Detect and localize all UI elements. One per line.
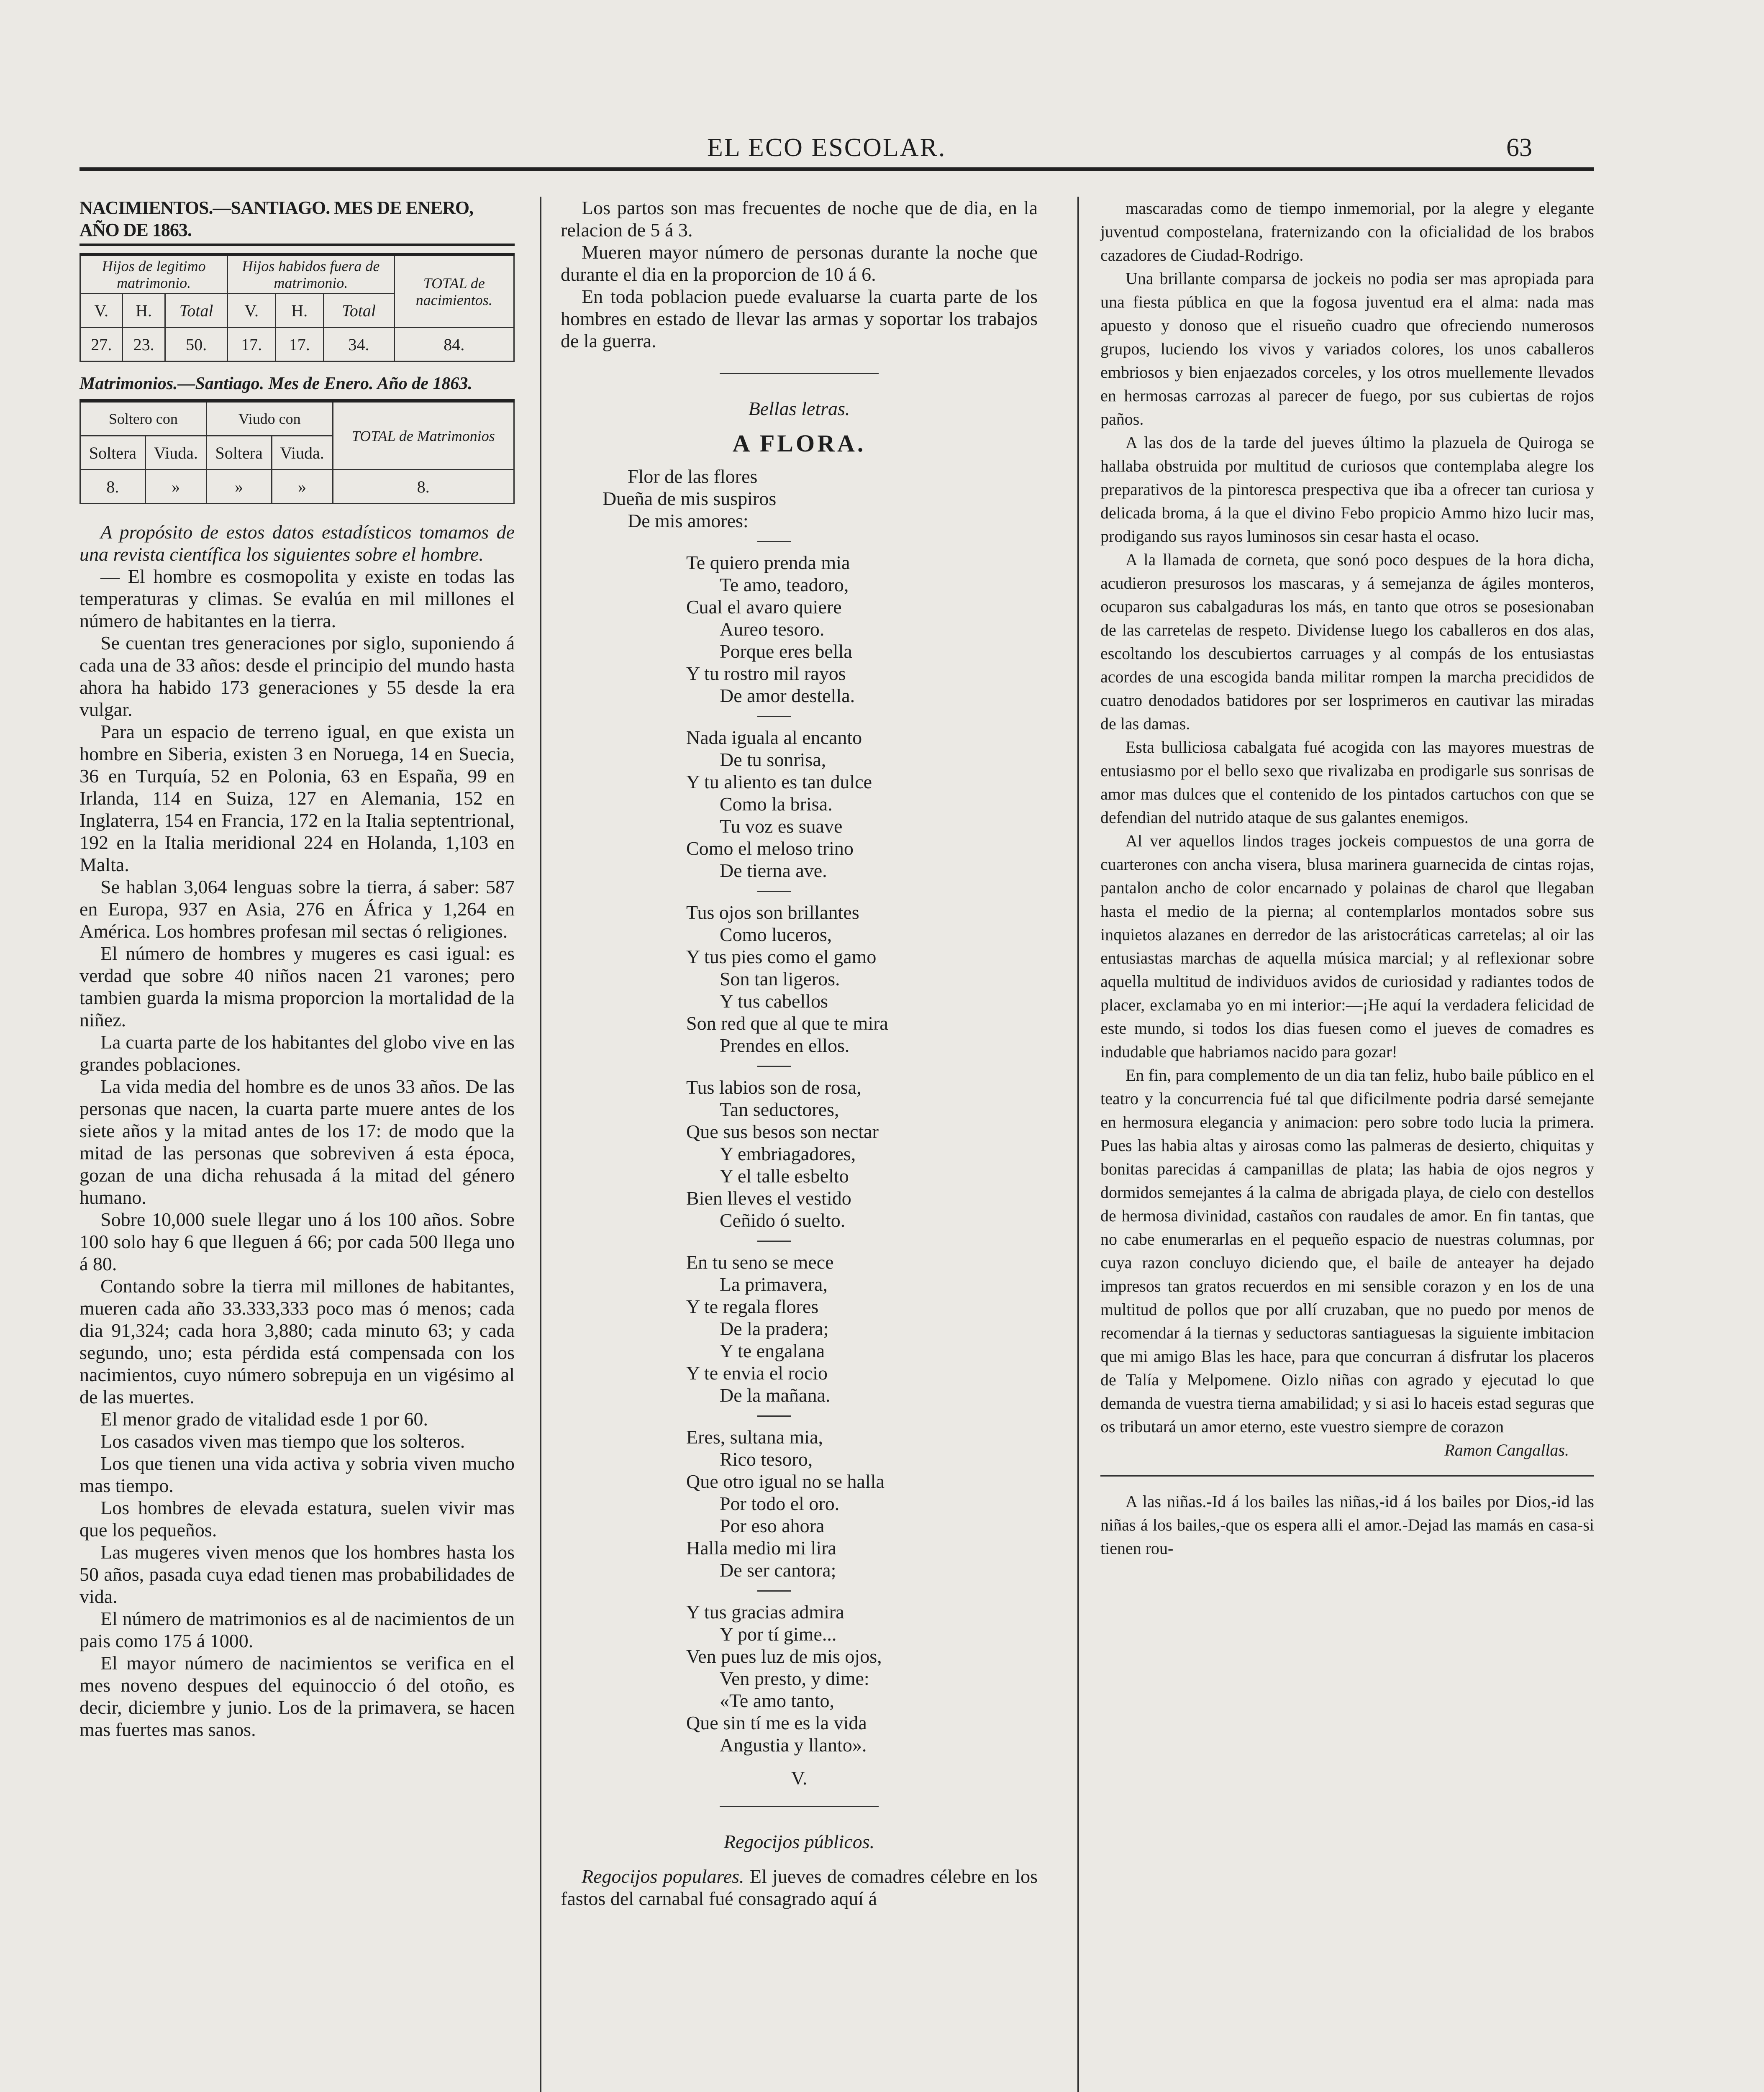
final-paragraph: A las niñas.-Id á los bailes las niñas,-id á los bailes por Dios,-id las niñas á los bailes,-que os espera alli el amor.-Dejad las mamás en casa-si tienen rou-: [1100, 1492, 1594, 1558]
chronicle-paragraph-7: En fin, para complemento de un dia tan feliz, hubo baile público en el teatro y la concurrencia fué tal que dificilmente podria darsé semejante en hermosura elegancia y animacion: pero sobre todo lucia la primera. Pues las habia altas y airosas como las palmeras de desierto, chiquitas y bonitas parecidas á campanillas de plata; las habia de ojos negros y dormidos semejantes á la calma de abrigada playa, de cielo con destellos de hermosa divinidad, castaños con raudales de amor. En fin tantas, que no cabe enumerarlas en el pequeño espacio de nuestras columnas, por cuya razon concluyo diciendo que, el baile de anteayer ha dejado impresos tan gratos recuerdos en mi sensible corazon y en los de una multitud de pollos que por allí cruzaban, que no puedo por menos de recomendar á la tiernas y seductoras santiaguesas la siguiente imbitacion que mi amigo Blas les hace, para que concurran á disfrutar los placeros de Talía y Melpomene. Oizlo niñas con agrado y ejecutad lo que demanda de vuestra tierna amabilidad; y si asi lo haceis estad seguras que os tributará un amor eterno, este vuestro siempre de corazon: [1100, 1066, 1594, 1436]
poem-verse: Y embriagadores,: [720, 1143, 856, 1164]
stanza-separator: [757, 1590, 791, 1592]
poem-verse: Tus labios son de rosa,: [686, 1077, 861, 1098]
poem-verse: Eres, sultana mia,: [686, 1426, 823, 1448]
poem-verse: Tus ojos son brillantes: [686, 902, 859, 923]
page-number: 63: [1506, 133, 1532, 162]
poem-verse: Que sin tí me es la vida: [686, 1712, 867, 1733]
marriages-group-single: Soltero con: [80, 401, 207, 436]
births-val-7: 84.: [394, 328, 514, 361]
marriages-table-title: Matrimonios.—Santiago. Mes de Enero. Año de 1863.: [79, 374, 472, 393]
marriages-val-5: 8.: [333, 470, 514, 504]
statistics-paragraphs: [79, 565, 515, 1741]
stanza-separator: [757, 1415, 791, 1417]
poem-verse: De mis amores:: [628, 510, 749, 531]
chronicle-paragraph-2: Una brillante comparsa de jockeis no podia ser mas apropiada para una fiesta pública en que la fogosa juventud era el alma: nada mas apuesto y donoso que el risueño cuadro que ofreciendo numerosos grupos, luciendo los vivos y variados colores, los unos caballeros embriosos y bien enjaezados corceles, y los otros muellemente llevados en hermosas carrozas al parecer de fuego, por sus cubiertas de rojos paños.: [1100, 269, 1594, 428]
intro-paragraphs: [561, 197, 1038, 352]
poem-verse: De la pradera;: [720, 1318, 829, 1339]
chronicle-paragraph-4: A la llamada de corneta, que sonó poco despues de la hora dicha, acudieron presurosos los mascaras, y á semejanza de ágiles monteros, ocuparon sus cabalgaduras los más, en tanto que otros se posesionaban de las carretelas de respeto. Dividense luego los caballeros en dos alas, escoltando los descubiertos carruages y al compás de los entusiastas acordes de una escogida banda militar rompen la marcha precididos de cuatro denodados batidores por ser losprimeros en cautivar las miradas de las damas.: [1100, 550, 1594, 733]
marriages-sub-2: Viuda.: [145, 436, 206, 470]
poem-verse: Por todo el oro.: [720, 1493, 840, 1514]
poem-verse: De amor destella.: [720, 685, 855, 706]
poem-verse: Ven pues luz de mis ojos,: [686, 1646, 882, 1667]
poem-verse: Prendes en ellos.: [720, 1035, 850, 1056]
section-rule: [720, 373, 879, 374]
poem-verse: Bien lleves el vestido: [686, 1187, 851, 1209]
statistics-paragraph-13: Los hombres de elevada estatura, suelen vivir mas que los pequeños.: [79, 1497, 515, 1541]
poem-verse: Como la brisa.: [720, 793, 833, 815]
poem-stanza-8: [561, 1601, 1038, 1756]
stanza-separator: [757, 541, 791, 542]
poem-verse: Que sus besos son nectar: [686, 1121, 879, 1142]
section-title-regocijos: Regocijos públicos.: [723, 1831, 875, 1852]
poem-verse: De ser cantora;: [720, 1559, 836, 1581]
column-divider-1: [540, 197, 541, 2092]
poem-verse: Ven presto, y dime:: [720, 1668, 869, 1689]
statistics-paragraph-2: Se cuentan tres generaciones por siglo, suponiendo á cada una de 33 años: desde el principio del mundo hasta ahora ha habido 173 generaciones y 55 desde la era vulgar.: [79, 632, 515, 720]
statistics-paragraph-10: El menor grado de vitalidad esde 1 por 60.: [100, 1408, 428, 1430]
statistics-paragraph-14: Las mugeres viven menos que los hombres hasta los 50 años, pasada cuya edad tienen mas probabilidades de vida.: [79, 1541, 515, 1607]
poem-verse: Y tus gracias admira: [686, 1601, 844, 1623]
section-rule-2: [720, 1806, 879, 1807]
poem-stanza-2: [561, 551, 1038, 707]
regocijos-paragraph: [561, 1865, 1038, 1910]
stanza-separator: [757, 716, 791, 717]
poem-verse: Te amo, teadoro,: [720, 574, 849, 595]
chronicle-paragraph-1: mascaradas como de tiempo inmemorial, por la alegre y elegante juventud compostelana, fraternizando con la oficialidad de los brabos cazadores de Ciudad-Rodrigo.: [1100, 199, 1594, 264]
births-sub-total1: Total: [165, 294, 228, 328]
births-table-title: NACIMIENTOS.—SANTIAGO. MES DE ENERO, AÑO DE 1863.: [79, 197, 515, 246]
intro-paragraph-3: En toda poblacion puede evaluarse la cuarta parte de los hombres en estado de llevar las armas y soportar los trabajos de la guerra.: [561, 286, 1038, 351]
births-sub-v2: V.: [228, 294, 276, 328]
poem-verse: Flor de las flores: [628, 466, 758, 487]
births-group-total: TOTAL de nacimientos.: [394, 254, 514, 328]
regocijos-text: El jueves de comadres célebre en los fastos del carnabal fué consagrado aquí á: [561, 1866, 1038, 1909]
poem-verse: Son tan ligeros.: [720, 968, 840, 990]
chronicle-paragraph-5: Esta bulliciosa cabalgata fué acogida con las mayores muestras de entusiasmo por el bello sexo que rivalizaba en prodigarle sus sonrisas de amor mas dulces que el contenido de los pintados cartuchos con que se defendian del nutrido ataque de sus galantes enemigos.: [1100, 738, 1594, 827]
poem-stanza-7: [561, 1426, 1038, 1581]
poem-stanza-1: [561, 465, 1038, 532]
poem-verse: La primavera,: [720, 1274, 828, 1295]
chronicle-signature: [1100, 1438, 1594, 1462]
births-sub-total2: Total: [323, 294, 394, 328]
regocijos-lead: Regocijos populares.: [582, 1866, 744, 1887]
poem-stanza-6: [561, 1251, 1038, 1406]
chronicle-paragraph-3: A las dos de la tarde del jueves último la plazuela de Quiroga se hallaba obstruida por multitud de curiosos que contemplaba alegre los preparativos de la pintoresca prespectiva que iba a ofrecer tan curiosa y delicada broma, á la que el divino Febo propicio Ammo hizo lucir mas, prodigando sus rayos luminosos sin cesar hasta el ocaso.: [1100, 433, 1594, 546]
poem-stanza-4: [561, 901, 1038, 1056]
births-val-2: 23.: [123, 328, 165, 361]
poem-verse: Y el talle esbelto: [720, 1165, 849, 1187]
births-sub-h2: H.: [275, 294, 323, 328]
births-val-3: 50.: [165, 328, 228, 361]
births-group-illegit: Hijos habidos fuera de matrimonio.: [228, 254, 394, 294]
newspaper-title: EL ECO ESCOLAR.: [707, 133, 946, 162]
poem-verse: Tu voz es suave: [720, 815, 843, 837]
births-table: [79, 253, 515, 362]
poem-verse: De la mañana.: [720, 1384, 831, 1406]
poem-verse: Rico tesoro,: [720, 1449, 813, 1470]
births-group-legit: Hijos de legitimo matrimonio.: [80, 254, 228, 294]
statistics-paragraph-15: El número de matrimonios es al de nacimientos de un pais como 175 á 1000.: [79, 1608, 515, 1651]
poem-verse: Angustia y llanto».: [720, 1734, 867, 1756]
statistics-paragraph-5: El número de hombres y mugeres es casi igual: es verdad que sobre 40 niños nacen 21 varones; pero tambien guarda la misma proporcion la mortalidad de la niñez.: [79, 943, 515, 1031]
section-title-bellas-letras: Bellas letras.: [748, 398, 850, 419]
poem-verse: Que otro igual no se halla: [686, 1471, 885, 1492]
marriages-group-widower: Viudo con: [206, 401, 333, 436]
statistics-paragraph-11: Los casados viven mas tiempo que los solteros.: [100, 1431, 465, 1452]
statistics-paragraph-4: Se hablan 3,064 lenguas sobre la tierra, á saber: 587 en Europa, 937 en Asia, 276 en África y 1,264 en América. Los hombres profesan mil sectas ó religiones.: [79, 876, 515, 942]
marriages-table: [79, 399, 515, 504]
poem-verse: Nada iguala al encanto: [686, 727, 862, 748]
poem-verse: Porque eres bella: [720, 641, 852, 662]
poem-verse: Tan seductores,: [720, 1099, 839, 1120]
marriages-group-total: TOTAL de Matrimonios: [333, 401, 514, 470]
births-val-5: 17.: [275, 328, 323, 361]
births-val-6: 34.: [323, 328, 394, 361]
stanza-separator: [757, 1066, 791, 1067]
marriages-val-4: »: [272, 470, 333, 504]
intro-paragraph-2: Mueren mayor número de personas durante la noche que durante el dia en la proporcion de 10 á 6.: [561, 241, 1038, 285]
poem-verse: De tierna ave.: [720, 860, 827, 881]
column-1: [79, 197, 515, 1741]
births-sub-h1: H.: [123, 294, 165, 328]
statistics-paragraph-7: La vida media del hombre es de unos 33 años. De las personas que nacen, la cuarta parte muere antes de los siete años y la mitad antes de los 17: de modo que la mitad de las personas que sobreviven á esta época, gozan de una dicha rehusada á la mitad del género humano.: [79, 1076, 515, 1208]
statistics-paragraph-12: Los que tienen una vida activa y sobria viven mucho mas tiempo.: [79, 1453, 515, 1496]
header-rule: [79, 167, 1594, 171]
poem-verse: Y por tí gime...: [720, 1623, 837, 1645]
marriages-sub-3: Soltera: [206, 436, 272, 470]
chronicle-paragraph-6: Al ver aquellos lindos trages jockeis compuestos de una gorra de cuarterones con ancha visera, blusa marinera guarnecida de cintas rojas, pantalon ancho de color encarnado y polainas de charol que llegaban hasta el medio de la pierna; al contemplarlos montados sobre sus inquietos alazanes en derredor de las aristocráticas carretelas; al oir las entusiastas marchas de aquella música marcial; y al reflexionar sobre aquella multitud de individuos avidos de curiosidad y radiantes todos de placer, exclamaba yo en mi interior:—¡He aquí la verdadera felicidad de este mundo, si todos los dias fuesen como el jueves de comadres es indudable que habriamos nacido para gozar!: [1100, 831, 1594, 1061]
statistics-paragraph-6: La cuarta parte de los habitantes del globo vive en las grandes poblaciones.: [79, 1031, 515, 1075]
poem-verse: Como luceros,: [720, 924, 832, 945]
marriages-sub-1: Soltera: [80, 436, 146, 470]
chronicle-paragraphs: [1100, 197, 1594, 1438]
intro-paragraph-1: Los partos son mas frecuentes de noche que de dia, en la relacion de 5 á 3.: [561, 197, 1038, 241]
poem-verse: Cual el avaro quiere: [686, 596, 842, 618]
column-2: [561, 197, 1038, 1910]
stanza-separator: [757, 1241, 791, 1242]
signature-author: Ramon Cangallas.: [1444, 1441, 1569, 1459]
poem-verse: Y tu aliento es tan dulce: [686, 771, 872, 792]
poem-verse: Y tus pies como el gamo: [686, 946, 877, 967]
marriages-val-2: »: [145, 470, 206, 504]
poem-verse: Halla medio mi lira: [686, 1537, 836, 1559]
statistics-paragraph-3: Para un espacio de terreno igual, en que exista un hombre en Siberia, existen 3 en Noruega, 14 en Suecia, 36 en Turquía, 52 en Polonia, 63 en España, 99 en Irlanda, 114 en Suiza, 127 en Alemania, 152 en Inglaterra, 154 en Francia, 172 en la Italia septentrional, 192 en la Italia meridional 224 en Holanda, 1,103 en Malta.: [79, 721, 515, 875]
poem-verse: «Te amo tanto,: [720, 1690, 834, 1711]
poem-verse: Y tu rostro mil rayos: [686, 663, 846, 684]
column-divider-2: [1077, 197, 1079, 2092]
births-val-1: 27.: [80, 328, 123, 361]
poem-verse: Y te envia el rocio: [686, 1362, 828, 1384]
poem-verse: Por eso ahora: [720, 1515, 825, 1536]
statistics-paragraph-16: El mayor número de nacimientos se verifica en el mes noveno despues del equinoccio ó del otoño, es decir, diciembre y junio. Los de la primavera, se hacen mas fuertes mas sanos.: [79, 1652, 515, 1740]
poem-title: A FLORA.: [732, 430, 866, 457]
poem-verse: Te quiero prenda mia: [686, 552, 850, 573]
stanza-separator: [757, 891, 791, 892]
poem-verse: Y tus cabellos: [720, 990, 828, 1012]
marriages-val-1: 8.: [80, 470, 146, 504]
poem-verse: De tu sonrisa,: [720, 749, 826, 770]
poem-verse: Y te regala flores: [686, 1296, 819, 1317]
column-3: [1100, 197, 1594, 1560]
poem-verse: Y te engalana: [720, 1340, 825, 1361]
poem-verse: Son red que al que te mira: [686, 1013, 888, 1034]
statistics-paragraph-9: Contando sobre la tierra mil millones de habitantes, mueren cada año 33.333,333 poco mas ó menos; cada dia 91,324; cada hora 3,880; cada minuto 63; y cada segundo, uno; esta pérdida está compensada con los nacimientos, cuyo número sobrepuja en un vigésimo al de las muertes.: [79, 1275, 515, 1407]
poem-stanza-5: [561, 1076, 1038, 1231]
poem-stanza-3: [561, 726, 1038, 882]
poem-verse: Aureo tesoro.: [720, 618, 825, 640]
poem-verse: Como el meloso trino: [686, 838, 854, 859]
chronicle-rule: [1100, 1475, 1594, 1477]
births-sub-v1: V.: [80, 294, 123, 328]
statistics-paragraph-1: — El hombre es cosmopolita y existe en todas las temperaturas y climas. Se evalúa en mil millones el número de habitantes en la tierra.: [79, 566, 515, 631]
poem-signature: V.: [791, 1767, 808, 1789]
poem-verse: Dueña de mis suspiros: [603, 488, 777, 509]
statistics-paragraph-8: Sobre 10,000 suele llegar uno á los 100 años. Sobre 100 solo hay 6 que lleguen á 66; por cada 500 llega uno á 80.: [79, 1209, 515, 1274]
poem-verse: Ceñido ó suelto.: [720, 1210, 846, 1231]
marriages-val-3: »: [206, 470, 272, 504]
births-val-4: 17.: [228, 328, 276, 361]
statistics-lead: A propósito de estos datos estadísticos tomamos de una revista científica los siguientes sobre el hombre.: [79, 521, 515, 565]
poem-body: [561, 465, 1038, 1756]
poem-verse: En tu seno se mece: [686, 1251, 834, 1273]
marriages-sub-4: Viuda.: [272, 436, 333, 470]
